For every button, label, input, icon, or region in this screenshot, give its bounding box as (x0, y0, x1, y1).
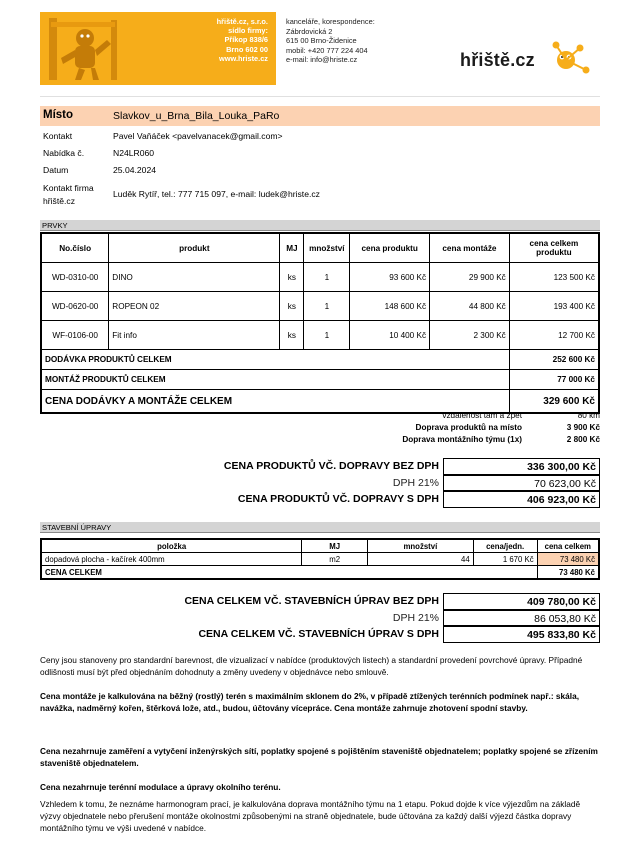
total-value: 73 480 Kč (537, 566, 599, 580)
col-header: cena/jedn. (473, 539, 537, 553)
cell-product: Fit info (109, 321, 280, 350)
header-divider (40, 96, 600, 97)
col-header: produkt (109, 233, 280, 263)
table-row (41, 263, 599, 292)
firm-line: Brno 602 00 (226, 44, 268, 54)
table-row (41, 292, 599, 321)
note-installation: Cena montáže je kalkulována na běžný (rostlý) terén s maximálním sklonem do 2%, v případě ztížených terénních podmínek např.: skála, navážka, nadměrný kořen, štěrková lože, atd., budou, účtovány vícepráce. Cena montáže zahrnuje zhotovení spodní stavby. (40, 691, 579, 713)
brand-name: hřiště.cz (460, 50, 535, 70)
cell-qty: 1 (304, 292, 350, 321)
transport-label: Doprava montážního týmu (1x) (402, 435, 522, 444)
cell-unit: ks (280, 321, 304, 350)
cell-unit: ks (280, 292, 304, 321)
construction-section-header: STAVEBNÍ ÚPRAVY (40, 522, 600, 533)
info-value-contact: Pavel Vaňáček <pavelvanacek@gmail.com> (113, 131, 283, 141)
cell-install: 29 900 Kč (430, 263, 510, 292)
total-value: 336 300,00 Kč (443, 458, 600, 475)
contact-line: kanceláře, korespondence: (286, 17, 375, 26)
cell-product: ROPEON 02 (109, 292, 280, 321)
total-label: CENA PRODUKTŮ VČ. DOPRAVY S DPH (237, 493, 439, 505)
contact-line: Zábrdovická 2 (286, 26, 333, 36)
transport-label: Doprava produktů na místo (415, 423, 522, 432)
firm-line: www.hriste.cz (218, 53, 268, 63)
sum-value: 252 600 Kč (509, 350, 599, 370)
total-value: 409 780,00 Kč (443, 593, 600, 610)
note-exclusions: Cena nezahrnuje zaměření a vytyčení inženýrských sítí, poplatky spojené s pojištěním staveniště objednatelem; poplatky spojené se zřízením staveniště objednatelem. (40, 746, 598, 768)
total-value: 495 833,80 Kč (443, 626, 600, 643)
col-header: No.číslo (41, 233, 109, 263)
table-row (41, 321, 599, 350)
mascot-logo (45, 14, 125, 84)
sum-value: 329 600 Kč (509, 390, 599, 414)
sum-label: CENA DODÁVKY A MONTÁŽE CELKEM (41, 390, 509, 414)
cell-install: 2 300 Kč (430, 321, 510, 350)
info-value-offer: N24LR060 (113, 148, 155, 158)
transport-row (290, 434, 600, 446)
contact-line: e-mail: info@hriste.cz (286, 55, 358, 65)
total-label: DPH 21% (392, 476, 439, 489)
products-table (40, 232, 600, 414)
transport-block (290, 410, 600, 446)
cell-unit: ks (280, 263, 304, 292)
info-value-firm-contact: Luděk Rytíř, tel.: 777 715 097, e-mail: ludek@hriste.cz (113, 189, 320, 199)
note-colors: Ceny jsou stanoveny pro standardní barevnost, dle vizualizací v nabídce (produktových listech) a standardní provedení povrchové úpravy. Případné odlišnosti musí být před objednáním dohodnuty a změny uvedeny v objednávce nebo smlouvě. (40, 655, 583, 677)
construction-table (40, 538, 600, 580)
cell-total: 12 700 Kč (509, 321, 599, 350)
total-value: 70 623,00 Kč (443, 475, 600, 492)
contact-line: 615 00 Brno-Židenice (286, 36, 357, 46)
info-label-firm-contact: Kontakt firma hřiště.cz (43, 183, 94, 206)
total-label: CENA CELKEM VČ. STAVEBNÍCH ÚPRAV S DPH (198, 628, 439, 640)
total-row (150, 491, 600, 508)
firm-info (170, 17, 268, 63)
total-row (150, 593, 600, 610)
sum-row-install (41, 370, 599, 390)
cell-code: WD-0310-00 (41, 263, 109, 292)
cell-total: 123 500 Kč (509, 263, 599, 292)
contact-line: mobil: +420 777 224 404 (286, 45, 368, 55)
cell-code: WF-0106-00 (41, 321, 109, 350)
brand-dots-icon (548, 40, 596, 78)
total-row (150, 626, 600, 643)
cell-price: 93 600 Kč (350, 263, 430, 292)
cell-qty: 1 (304, 263, 350, 292)
table-header-row (41, 539, 599, 553)
col-header: cena celkem produktu (509, 233, 599, 263)
cell-code: WD-0620-00 (41, 292, 109, 321)
products-section-header: PRVKY (40, 220, 600, 231)
transport-label: vzdálenost tam a zpět (442, 411, 522, 420)
col-header: položka (41, 539, 302, 553)
cell-qty: 1 (304, 321, 350, 350)
info-value-date: 25.04.2024 (113, 165, 157, 175)
col-header: MJ (302, 539, 368, 553)
info-label-date: Datum (43, 165, 69, 175)
transport-value: 3 900 Kč (566, 423, 600, 432)
brand-logo (460, 40, 595, 80)
total-row (150, 475, 600, 492)
firm-line: hřiště.cz, s.r.o. (216, 17, 268, 26)
cell-item: dopadová plocha - kačírek 400mm (41, 553, 302, 566)
note-terrain: Cena nezahrnuje terénní modulace a úpravy okolního terénu. (40, 782, 281, 792)
cell-total: 193 400 Kč (509, 292, 599, 321)
col-header: cena produktu (350, 233, 430, 263)
cell-total: 73 480 Kč (537, 553, 599, 566)
cell-product: DINO (109, 263, 280, 292)
transport-row (290, 422, 600, 434)
transport-row (290, 410, 600, 422)
totals-products (150, 458, 600, 508)
col-header: množství (304, 233, 350, 263)
cell-price: 148 600 Kč (350, 292, 430, 321)
total-label: CENA CELKEM (41, 566, 537, 580)
place-value: Slavkov_u_Brna_Bila_Louka_PaRo (113, 110, 280, 122)
sum-label: DODÁVKA PRODUKTŮ CELKEM (41, 350, 509, 370)
sum-row-delivery (41, 350, 599, 370)
total-label: CENA CELKEM VČ. STAVEBNÍCH ÚPRAV BEZ DPH (184, 595, 439, 607)
transport-value: 2 800 Kč (566, 435, 600, 444)
cell-install: 44 800 Kč (430, 292, 510, 321)
cell-unit-price: 1 670 Kč (473, 553, 537, 566)
total-row (150, 458, 600, 475)
cell-qty: 44 (368, 553, 474, 566)
cell-unit: m2 (302, 553, 368, 566)
office-contact (286, 17, 375, 65)
table-header-row (41, 233, 599, 263)
note-transport: Vzhledem k tomu, že neznáme harmonogram prací, je kalkulována doprava montážního týmu na 1 etapu. Pokud dojde k více výjezdům na základě výzvy objednatele nebo přerušení montáže okolnostmi způsobenými na straně objednatele, bude účtována za každý další výjezd částka dopravy montážního týmu ve výši uvedené v nabídce. (40, 799, 581, 833)
total-label: CENA PRODUKTŮ VČ. DOPRAVY BEZ DPH (223, 460, 439, 472)
info-label-offer: Nabídka č. (43, 148, 85, 158)
totals-grand (150, 593, 600, 643)
total-label: DPH 21% (392, 611, 439, 624)
col-header: MJ (280, 233, 304, 263)
firm-line: sídlo firmy: (228, 26, 268, 36)
transport-value: 80 km (577, 411, 600, 420)
info-label-contact: Kontakt (43, 131, 73, 141)
sum-value: 77 000 Kč (509, 370, 599, 390)
total-row (150, 610, 600, 627)
sum-label: MONTÁŽ PRODUKTŮ CELKEM (41, 370, 509, 390)
firm-line: Příkop 838/6 (224, 35, 268, 45)
place-label: Místo (43, 109, 74, 121)
col-header: množství (368, 539, 474, 553)
table-row (41, 553, 599, 566)
col-header: cena celkem (537, 539, 599, 553)
total-value: 86 053,80 Kč (443, 610, 600, 627)
cell-price: 10 400 Kč (350, 321, 430, 350)
construction-total-row (41, 566, 599, 580)
col-header: cena montáže (430, 233, 510, 263)
total-value: 406 923,00 Kč (443, 491, 600, 508)
